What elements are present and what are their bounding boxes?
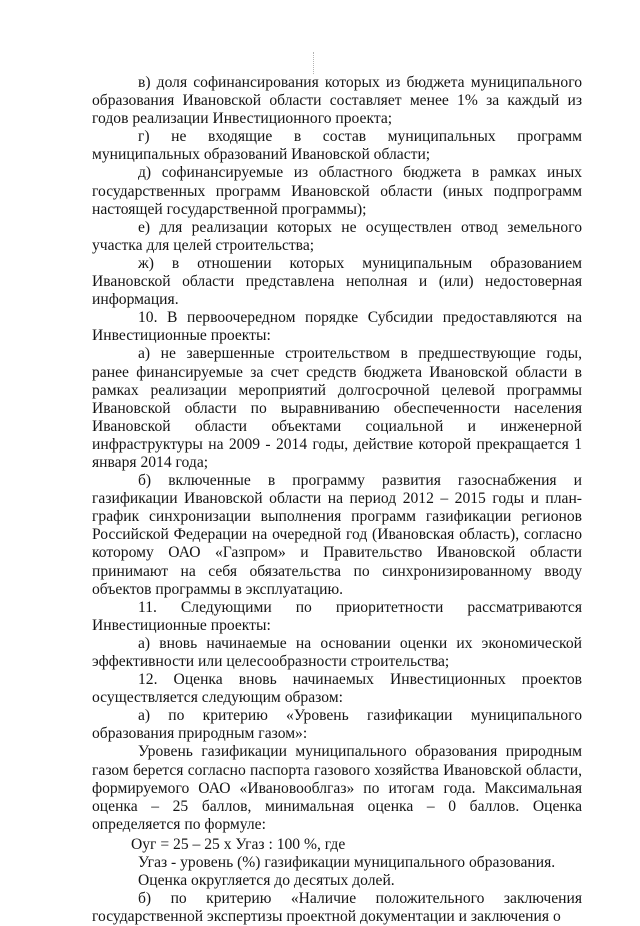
clause-11-item-a: а) вновь начинаемые на основании оценки их экономической эффективности или целесообразности строительства; bbox=[92, 634, 582, 670]
list-item-zh: ж) в отношении которых муниципальным образованием Ивановской области представлена неполная и (или) недостоверная информация. bbox=[92, 254, 582, 309]
clause-12: 12. Оценка вновь начинаемых Инвестиционных проектов осуществляется следующим образом: bbox=[92, 671, 582, 707]
page-edge-mark bbox=[313, 52, 315, 74]
rounding-note: Оценка округляется до десятых долей. bbox=[138, 872, 395, 890]
clause-12-item-b: б) по критерию «Наличие положительного заключения государственной экспертизы проектной документации и заключения о bbox=[92, 890, 582, 926]
clause-10-item-b: б) включенные в программу развития газоснабжения и газификации Ивановской области на период 2012 – 2015 годы и план-график синхронизации выполнения программ газификации регионов Российской Федерации на очередной год (Ивановская область), согласно которому ОАО «Газпром» и Правительство Ивановской области принимают на себя обязательства по синхронизированному вводу объектов программы в эксплуатацию. bbox=[92, 472, 582, 598]
list-item-d: д) софинансируемые из областного бюджета в рамках иных государственных программ Ивановской области (иных подпрограмм настоящей государственной программы); bbox=[92, 164, 582, 218]
formula-legend: Угаз - уровень (%) газификации муниципального образования. bbox=[138, 854, 556, 872]
clause-12-item-a: а) по критерию «Уровень газификации муниципального образования природным газом»: bbox=[92, 707, 582, 743]
formula: Оуг = 25 – 25 х Угаз : 100 %, где bbox=[131, 835, 346, 853]
clause-10: 10. В первоочередном порядке Субсидии предоставляются на Инвестиционные проекты: bbox=[92, 309, 582, 345]
list-item-g: г) не входящие в состав муниципальных программ муниципальных образований Ивановской области; bbox=[92, 128, 582, 164]
list-item-e: е) для реализации которых не осуществлен отвод земельного участка для целей строительства; bbox=[92, 218, 582, 254]
list-item-v: в) доля софинансирования которых из бюджета муниципального образования Ивановской области составляет менее 1% за каждый из годов реализации Инвестиционного проекта; bbox=[92, 74, 582, 128]
clause-10-item-a: а) не завершенные строительством в предшествующие годы, ранее финансируемые за счет средств бюджета Ивановской области в рамках реализации мероприятий долгосрочной целевой программы Ивановской области по выравниванию обеспеченности населения Ивановской области объектами социальной и инженерной инфраструктуры на 2009 - 2014 годы, действие которой прекращается 1 января 2014 года; bbox=[92, 345, 582, 471]
clause-11: 11. Следующими по приоритетности рассматриваются Инвестиционные проекты: bbox=[92, 598, 582, 634]
gasification-description: Уровень газификации муниципального образования природным газом берется согласно паспорта газового хозяйства Ивановской области, формируемого ОАО «Ивановооблгаз» по итогам года. Максимальная оценка – 25 баллов, минимальная оценка – 0 баллов. Оценка определяется по формуле: bbox=[92, 743, 582, 833]
document-page bbox=[92, 74, 582, 926]
